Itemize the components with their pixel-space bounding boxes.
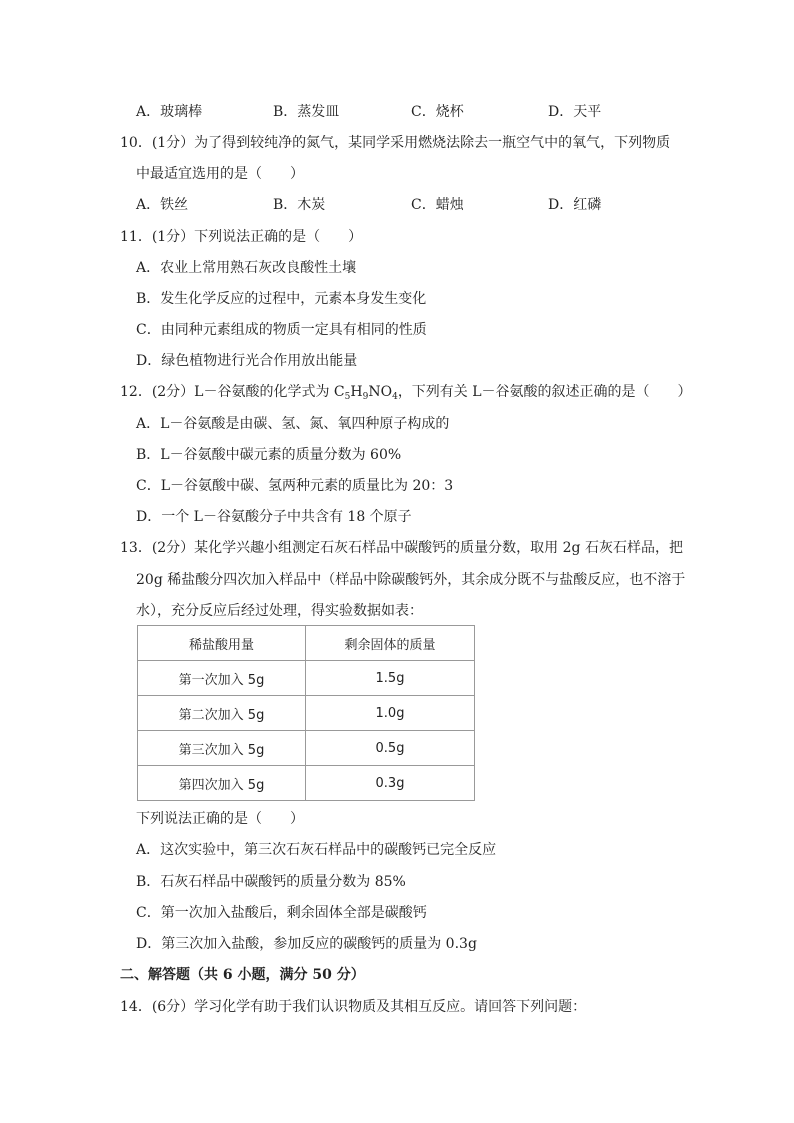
q12-option-d: D．一个 L－谷氨酸分子中共含有 18 个原子 (136, 509, 412, 525)
q13-stem-line2: 20g 稀盐酸分四次加入样品中（样品中除碳酸钙外，其余成分既不与盐酸反应，也不溶于 (136, 572, 686, 588)
q10-option-d: D．红磷 (548, 197, 602, 213)
q11-option-d: D．绿色植物进行光合作用放出能量 (136, 353, 358, 369)
q12-formula-c-count: 5 (344, 392, 351, 402)
q11-option-c: C．由同种元素组成的物质一定具有相同的性质 (136, 322, 427, 338)
section-heading: 二、解答题（共 6 小题，满分 50 分） (120, 967, 365, 983)
q10-option-c: C．蜡烛 (411, 197, 464, 213)
table-cell-solid: 1.5g (306, 661, 475, 696)
q10-option-a: A．铁丝 (136, 197, 189, 213)
q12-formula-h-symbol: H (350, 384, 363, 400)
q10-stem-line2: 中最适宜选用的是（ ） (136, 166, 304, 182)
q12-stem-post: ，下列有关 L－谷氨酸的叙述正确的是（ ） (397, 384, 692, 400)
q12-stem (120, 382, 692, 407)
q10-option-b: B．木炭 (273, 197, 326, 213)
q13-option-a: A．这次实验中，第三次石灰石样品中的碳酸钙已完全反应 (136, 842, 497, 858)
q13-stem-line3: 水），充分反应后经过处理，得实验数据如表： (136, 603, 423, 619)
q12-option-c: C．L－谷氨酸中碳、氢两种元素的质量比为 20：3 (136, 478, 454, 494)
table-cell-solid: 1.0g (306, 696, 475, 731)
q13-stem-line1: 13．(2分）某化学兴趣小组测定石灰石样品中碳酸钙的质量分数，取用 2g 石灰石样品，把 (120, 540, 683, 556)
table-cell-acid: 第三次加入 5g (138, 731, 306, 766)
table-cell-acid: 第二次加入 5g (138, 696, 306, 731)
table-cell-acid: 第一次加入 5g (138, 661, 306, 696)
q9-option-d: D．天平 (548, 104, 602, 120)
q9-option-c: C．烧杯 (411, 104, 464, 120)
q11-option-a: A．农业上常用熟石灰改良酸性土壤 (136, 260, 357, 276)
table-cell-solid: 0.3g (306, 766, 475, 801)
table-cell-acid: 第四次加入 5g (138, 766, 306, 801)
table-header-row (138, 626, 475, 661)
table-cell-solid: 0.5g (306, 731, 475, 766)
q11-option-b: B．发生化学反应的过程中，元素本身发生变化 (136, 291, 427, 307)
table-header-solid: 剩余固体的质量 (306, 626, 475, 661)
q12-stem-pre: 12．(2分）L－谷氨酸的化学式为 C (120, 384, 345, 400)
q13-question: 下列说法正确的是（ ） (136, 811, 304, 827)
table-row (138, 731, 475, 766)
q11-stem: 11．(1分）下列说法正确的是（ ） (120, 229, 363, 245)
q10-stem-line1: 10．(1分）为了得到较纯净的氮气，某同学采用燃烧法除去一瓶空气中的氧气，下列物质 (120, 135, 671, 151)
q9-option-a: A．玻璃棒 (136, 104, 203, 120)
q13-option-d: D．第三次加入盐酸，参加反应的碳酸钙的质量为 0.3g (136, 936, 477, 952)
q12-option-b: B．L－谷氨酸中碳元素的质量分数为 60% (136, 447, 402, 463)
q12-option-a: A．L－谷氨酸是由碳、氢、氮、氧四种原子构成的 (136, 416, 450, 432)
table-row (138, 696, 475, 731)
table-row (138, 661, 475, 696)
q12-formula-no: NO (368, 384, 393, 400)
q12-formula-h-count: 9 (362, 392, 369, 402)
q13-option-b: B．石灰石样品中碳酸钙的质量分数为 85% (136, 874, 406, 890)
table-header-acid: 稀盐酸用量 (138, 626, 306, 661)
q13-data-table (137, 625, 475, 801)
q13-option-c: C．第一次加入盐酸后，剩余固体全部是碳酸钙 (136, 905, 427, 921)
q9-option-b: B．蒸发皿 (273, 104, 340, 120)
q12-formula-o-count: 4 (392, 392, 398, 402)
table-row (138, 766, 475, 801)
q14-stem: 14．(6分）学习化学有助于我们认识物质及其相互反应。请回答下列问题： (120, 999, 587, 1015)
